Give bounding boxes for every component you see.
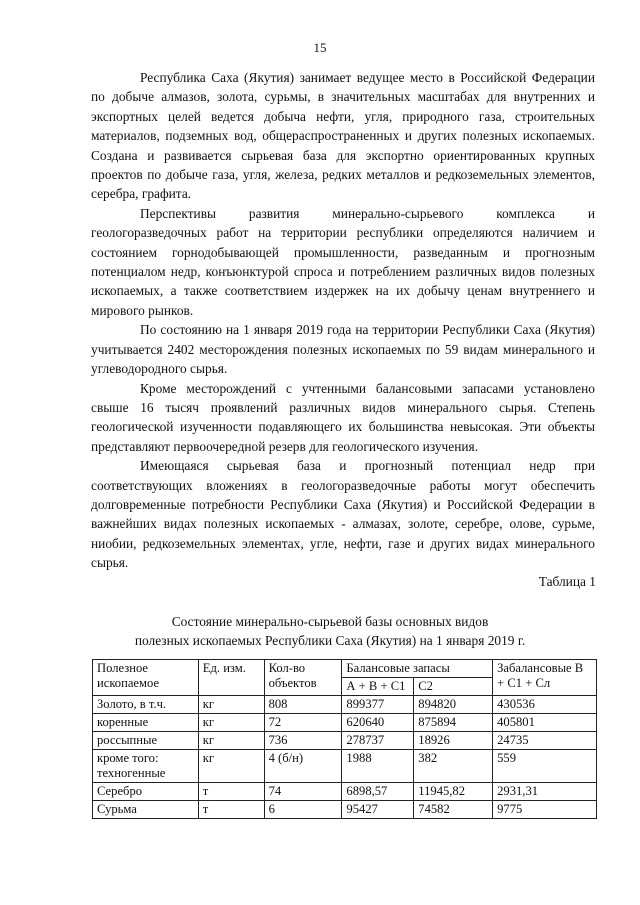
- table-row: [93, 783, 597, 801]
- table-row: [93, 696, 597, 714]
- cell-mineral: коренные: [93, 714, 199, 732]
- cell-count: 6: [264, 801, 342, 819]
- cell-unit: т: [198, 783, 264, 801]
- cell-mineral: Золото, в т.ч.: [93, 696, 199, 714]
- cell-count: 808: [264, 696, 342, 714]
- cell-c2: 11945,82: [414, 783, 493, 801]
- paragraph-4: Кроме месторождений с учтенными балансовыми запасами установлено свыше 16 тысяч проявлений различных видов минерального сырья. Степень геологической изученности подавляющего их большинства невысокая. Эти объекты представляют первоочередной резерв для геологического изучения.: [91, 380, 595, 454]
- cell-abc1: 1988: [342, 750, 414, 783]
- cell-offbalance: 430536: [493, 696, 597, 714]
- header-unit: Ед. изм.: [198, 660, 264, 696]
- page-number: 15: [313, 40, 327, 55]
- table-label: Таблица 1: [538, 574, 596, 589]
- cell-count: 736: [264, 732, 342, 750]
- cell-abc1: 6898,57: [342, 783, 414, 801]
- cell-offbalance: 24735: [493, 732, 597, 750]
- cell-offbalance: 2931,31: [493, 783, 597, 801]
- cell-count: 4 (б/н): [264, 750, 342, 783]
- table-header-row-1: [93, 660, 597, 678]
- cell-c2: 18926: [414, 732, 493, 750]
- cell-c2: 382: [414, 750, 493, 783]
- cell-abc1: 278737: [342, 732, 414, 750]
- table-row: [93, 732, 597, 750]
- header-mineral: Полезное ископаемое: [93, 660, 199, 696]
- paragraph-3: По состоянию на 1 января 2019 года на территории Республики Саха (Якутия) учитывается 2402 месторождения полезных ископаемых по 59 видам минерального и углеводородного сырья.: [91, 322, 595, 377]
- table-caption: [60, 612, 600, 650]
- header-c2: С2: [414, 678, 493, 696]
- cell-offbalance: 559: [493, 750, 597, 783]
- header-offbalance: Забалансовые В + С1 + Сл: [493, 660, 597, 696]
- table-caption-line-1: Состояние минерально-сырьевой базы основных видов: [171, 614, 489, 629]
- paragraph-5: Имеющаяся сырьевая база и прогнозный потенциал недр при соответствующих вложениях в геологоразведочные работы могут обеспечить долговременные потребности Республики Саха (Якутия) и Российской Федерации в важнейших видах полезных ископаемых - алмазах, золоте, серебре, олове, сурьме, ниобии, редкоземельных элементах, угле, нефти, газе и других видах минерального сырья.: [91, 458, 595, 571]
- cell-unit: кг: [198, 696, 264, 714]
- cell-mineral: кроме того: техногенные: [93, 750, 199, 783]
- cell-c2: 875894: [414, 714, 493, 732]
- cell-offbalance: 9775: [493, 801, 597, 819]
- cell-mineral: Серебро: [93, 783, 199, 801]
- cell-count: 74: [264, 783, 342, 801]
- table-row: [93, 801, 597, 819]
- cell-unit: кг: [198, 732, 264, 750]
- body-text: [91, 68, 595, 573]
- mineral-reserves-table: [92, 659, 597, 819]
- cell-abc1: 95427: [342, 801, 414, 819]
- cell-c2: 894820: [414, 696, 493, 714]
- table-row: [93, 714, 597, 732]
- cell-c2: 74582: [414, 801, 493, 819]
- cell-mineral: Сурьма: [93, 801, 199, 819]
- paragraph-1: Республика Саха (Якутия) занимает ведущее место в Российской Федерации по добыче алмазов, золота, сурьмы, в значительных масштабах для внутренних и экспортных целей ведется добыча нефти, угля, природного газа, строительных материалов, подземных вод, общераспространенных и других полезных ископаемых. Создана и развивается сырьевая база для экспортно ориентированных крупных проектов по добыче газа, угля, железа, редких металлов и редкоземельных элементов, серебра, графита.: [91, 70, 595, 202]
- header-abc1: А + В + С1: [342, 678, 414, 696]
- cell-unit: т: [198, 801, 264, 819]
- cell-abc1: 620640: [342, 714, 414, 732]
- header-balance: Балансовые запасы: [342, 660, 493, 678]
- cell-mineral: россыпные: [93, 732, 199, 750]
- cell-unit: кг: [198, 714, 264, 732]
- paragraph-2: Перспективы развития минерально-сырьевого комплекса и геологоразведочных работ на территории республики определяются наличием и состоянием горнодобывающей промышленности, разведанным и прогнозным потенциалом недр, конъюнктурой спроса и потреблением различных видов полезных ископаемых, а также соответствием издержек на их добычу ценам внутреннего и мирового рынков.: [91, 205, 595, 318]
- cell-offbalance: 405801: [493, 714, 597, 732]
- table-row: [93, 750, 597, 783]
- cell-abc1: 899377: [342, 696, 414, 714]
- header-count: Кол-во объектов: [264, 660, 342, 696]
- table-caption-line-2: полезных ископаемых Республики Саха (Якутия) на 1 января 2019 г.: [134, 633, 526, 648]
- cell-count: 72: [264, 714, 342, 732]
- cell-unit: кг: [198, 750, 264, 783]
